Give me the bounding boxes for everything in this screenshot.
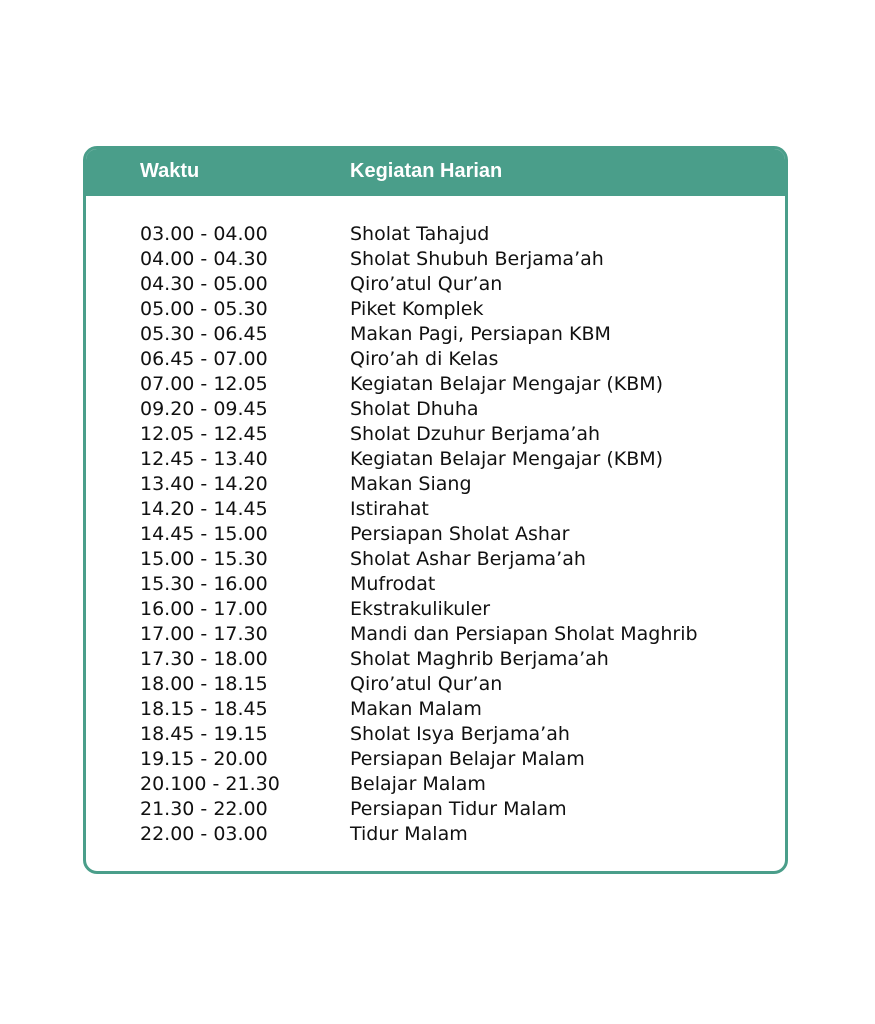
schedule-activity: Sholat Dhuha xyxy=(350,398,479,420)
schedule-list xyxy=(86,222,785,847)
schedule-activity: Qiro’atul Qur’an xyxy=(350,273,503,295)
schedule-row xyxy=(86,347,785,372)
schedule-row xyxy=(86,322,785,347)
schedule-time: 21.30 - 22.00 xyxy=(140,798,268,820)
schedule-activity: Tidur Malam xyxy=(350,823,468,845)
schedule-time: 06.45 - 07.00 xyxy=(140,348,268,370)
schedule-time: 15.30 - 16.00 xyxy=(140,573,268,595)
schedule-time: 17.00 - 17.30 xyxy=(140,623,268,645)
schedule-activity: Persiapan Tidur Malam xyxy=(350,798,567,820)
schedule-activity: Persiapan Belajar Malam xyxy=(350,748,585,770)
schedule-row xyxy=(86,672,785,697)
schedule-row xyxy=(86,297,785,322)
schedule-row xyxy=(86,772,785,797)
schedule-time: 03.00 - 04.00 xyxy=(140,223,268,245)
schedule-activity: Makan Pagi, Persiapan KBM xyxy=(350,323,611,345)
schedule-activity: Belajar Malam xyxy=(350,773,486,795)
schedule-row xyxy=(86,597,785,622)
schedule-activity: Sholat Tahajud xyxy=(350,223,490,245)
schedule-row xyxy=(86,647,785,672)
schedule-row xyxy=(86,447,785,472)
schedule-time: 07.00 - 12.05 xyxy=(140,373,268,395)
schedule-time: 18.00 - 18.15 xyxy=(140,673,268,695)
schedule-row xyxy=(86,722,785,747)
schedule-row xyxy=(86,547,785,572)
schedule-time: 05.30 - 06.45 xyxy=(140,323,268,345)
schedule-row xyxy=(86,697,785,722)
schedule-time: 20.100 - 21.30 xyxy=(140,773,280,795)
schedule-row xyxy=(86,247,785,272)
schedule-activity: Sholat Dzuhur Berjama’ah xyxy=(350,423,601,445)
schedule-row xyxy=(86,472,785,497)
schedule-time: 19.15 - 20.00 xyxy=(140,748,268,770)
schedule-time: 04.30 - 05.00 xyxy=(140,273,268,295)
schedule-time: 17.30 - 18.00 xyxy=(140,648,268,670)
schedule-time: 16.00 - 17.00 xyxy=(140,598,268,620)
schedule-row xyxy=(86,397,785,422)
schedule-time: 14.20 - 14.45 xyxy=(140,498,268,520)
schedule-activity: Piket Komplek xyxy=(350,298,484,320)
schedule-row xyxy=(86,372,785,397)
schedule-row xyxy=(86,422,785,447)
schedule-row xyxy=(86,572,785,597)
schedule-activity: Sholat Isya Berjama’ah xyxy=(350,723,570,745)
schedule-activity: Sholat Maghrib Berjama’ah xyxy=(350,648,609,670)
schedule-activity: Persiapan Sholat Ashar xyxy=(350,523,570,545)
schedule-activity: Sholat Shubuh Berjama’ah xyxy=(350,248,604,270)
schedule-time: 09.20 - 09.45 xyxy=(140,398,268,420)
schedule-time: 13.40 - 14.20 xyxy=(140,473,268,495)
schedule-card xyxy=(83,146,788,874)
activity-column-header: Kegiatan Harian xyxy=(350,160,503,182)
schedule-header xyxy=(86,149,785,196)
schedule-activity: Mandi dan Persiapan Sholat Maghrib xyxy=(350,623,698,645)
schedule-activity: Istirahat xyxy=(350,498,429,520)
schedule-row xyxy=(86,497,785,522)
schedule-activity: Makan Malam xyxy=(350,698,482,720)
time-column-header: Waktu xyxy=(140,160,200,182)
schedule-row xyxy=(86,222,785,247)
schedule-time: 18.45 - 19.15 xyxy=(140,723,268,745)
schedule-activity: Qiro’ah di Kelas xyxy=(350,348,499,370)
schedule-activity: Makan Siang xyxy=(350,473,472,495)
schedule-row xyxy=(86,622,785,647)
schedule-time: 15.00 - 15.30 xyxy=(140,548,268,570)
schedule-activity: Kegiatan Belajar Mengajar (KBM) xyxy=(350,448,664,470)
schedule-time: 04.00 - 04.30 xyxy=(140,248,268,270)
schedule-activity: Ekstrakulikuler xyxy=(350,598,491,620)
schedule-row xyxy=(86,797,785,822)
schedule-time: 05.00 - 05.30 xyxy=(140,298,268,320)
schedule-time: 18.15 - 18.45 xyxy=(140,698,268,720)
schedule-time: 14.45 - 15.00 xyxy=(140,523,268,545)
schedule-activity: Sholat Ashar Berjama’ah xyxy=(350,548,586,570)
schedule-row xyxy=(86,747,785,772)
schedule-row xyxy=(86,272,785,297)
schedule-activity: Qiro’atul Qur’an xyxy=(350,673,503,695)
schedule-activity: Kegiatan Belajar Mengajar (KBM) xyxy=(350,373,664,395)
schedule-activity: Mufrodat xyxy=(350,573,436,595)
schedule-time: 12.45 - 13.40 xyxy=(140,448,268,470)
schedule-row xyxy=(86,522,785,547)
schedule-time: 12.05 - 12.45 xyxy=(140,423,268,445)
schedule-time: 22.00 - 03.00 xyxy=(140,823,268,845)
schedule-row xyxy=(86,822,785,847)
